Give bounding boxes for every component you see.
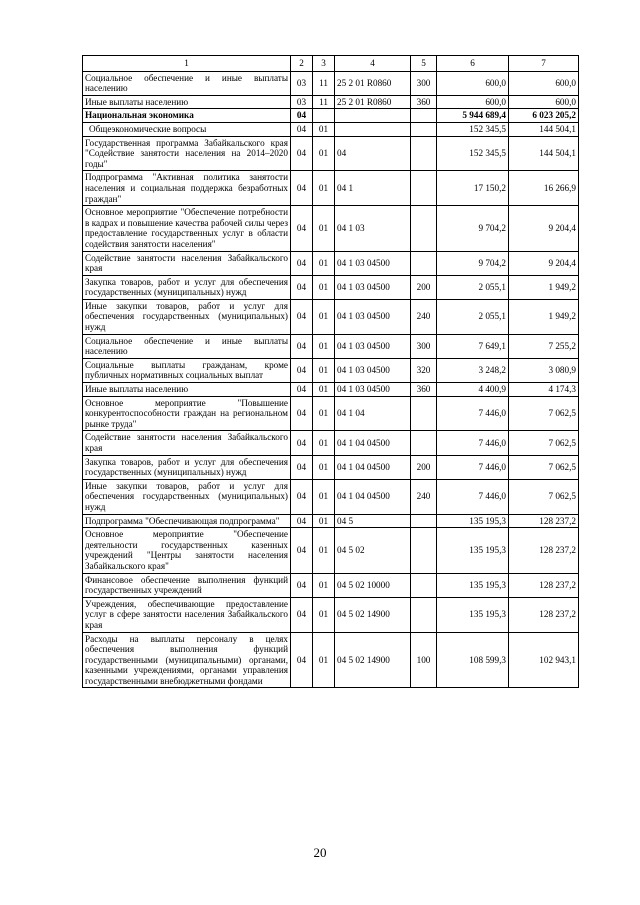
header-col-7: 7 xyxy=(509,56,579,72)
row-amount-year-1: 3 248,2 xyxy=(437,358,509,382)
row-amount-year-1: 7 446,0 xyxy=(437,455,509,479)
row-target-article: 04 1 03 04500 xyxy=(335,275,411,299)
row-section-code: 04 xyxy=(291,358,313,382)
row-amount-year-1: 152 345,5 xyxy=(437,122,509,136)
row-name: Расходы на выплаты персоналу в целях обеспечения выполнения функций государственными (муниципальными) органами, казенными учреждениями, органами управления государственными внебюджетными фондами xyxy=(83,632,291,688)
table-row xyxy=(83,95,579,109)
header-col-4: 4 xyxy=(335,56,411,72)
row-target-article: 04 1 04 xyxy=(335,396,411,431)
row-name: Подпрограмма "Обеспечивающая подпрограмма" xyxy=(83,514,291,528)
row-target-article: 04 1 03 04500 xyxy=(335,299,411,334)
row-section-code: 04 xyxy=(291,514,313,528)
row-name: Социальные выплаты гражданам, кроме публичных нормативных социальных выплат xyxy=(83,358,291,382)
row-subsection-code: 01 xyxy=(313,528,335,573)
row-expense-type xyxy=(411,597,437,632)
row-target-article: 04 1 xyxy=(335,171,411,206)
row-amount-year-2: 3 080,9 xyxy=(509,358,579,382)
table-row xyxy=(83,431,579,455)
table-row xyxy=(83,528,579,573)
row-expense-type: 240 xyxy=(411,479,437,514)
row-amount-year-2: 1 949,2 xyxy=(509,299,579,334)
row-expense-type: 240 xyxy=(411,299,437,334)
table-row xyxy=(83,597,579,632)
row-section-code: 04 xyxy=(291,396,313,431)
row-amount-year-2: 128 237,2 xyxy=(509,597,579,632)
table-row xyxy=(83,136,579,171)
header-col-5: 5 xyxy=(411,56,437,72)
row-subsection-code: 01 xyxy=(313,251,335,275)
row-amount-year-2: 7 062,5 xyxy=(509,479,579,514)
row-expense-type: 300 xyxy=(411,71,437,95)
row-amount-year-1: 135 195,3 xyxy=(437,528,509,573)
page-number: 20 xyxy=(313,845,327,860)
table-row xyxy=(83,514,579,528)
row-expense-type xyxy=(411,122,437,136)
row-amount-year-2: 600,0 xyxy=(509,95,579,109)
row-expense-type xyxy=(411,251,437,275)
row-amount-year-2: 600,0 xyxy=(509,71,579,95)
row-subsection-code: 01 xyxy=(313,299,335,334)
row-target-article: 04 5 02 14900 xyxy=(335,597,411,632)
row-subsection-code: 01 xyxy=(313,632,335,688)
row-target-article: 04 5 02 14900 xyxy=(335,632,411,688)
row-amount-year-1: 7 649,1 xyxy=(437,334,509,358)
row-target-article: 25 2 01 R0860 xyxy=(335,95,411,109)
table-row xyxy=(83,358,579,382)
row-name: Подпрограмма "Активная политика занятости населения и социальная поддержка безработных граждан" xyxy=(83,171,291,206)
row-subsection-code: 01 xyxy=(313,171,335,206)
row-amount-year-2: 7 062,5 xyxy=(509,431,579,455)
row-subsection-code: 01 xyxy=(313,206,335,251)
row-section-code: 04 xyxy=(291,573,313,597)
row-name: Иные выплаты населению xyxy=(83,383,291,397)
row-expense-type: 100 xyxy=(411,632,437,688)
table-row xyxy=(83,632,579,688)
row-name: Социальное обеспечение и иные выплаты населению xyxy=(83,71,291,95)
row-target-article: 25 2 01 R0860 xyxy=(335,71,411,95)
row-target-article: 04 1 03 xyxy=(335,206,411,251)
row-target-article: 04 1 04 04500 xyxy=(335,431,411,455)
row-section-code: 04 xyxy=(291,206,313,251)
row-name: Основное мероприятие "Повышение конкурентоспособности граждан на региональном рынке труда" xyxy=(83,396,291,431)
table-header-row xyxy=(83,56,579,72)
row-amount-year-1: 5 944 689,4 xyxy=(437,109,509,123)
row-amount-year-2: 128 237,2 xyxy=(509,514,579,528)
row-name: Иные закупки товаров, работ и услуг для обеспечения государственных (муниципальных) нужд xyxy=(83,479,291,514)
row-amount-year-2: 6 023 205,2 xyxy=(509,109,579,123)
row-expense-type xyxy=(411,431,437,455)
row-target-article: 04 1 04 04500 xyxy=(335,455,411,479)
header-col-6: 6 xyxy=(437,56,509,72)
row-amount-year-2: 7 255,2 xyxy=(509,334,579,358)
row-amount-year-1: 4 400,9 xyxy=(437,383,509,397)
row-amount-year-1: 152 345,5 xyxy=(437,136,509,171)
table-row xyxy=(83,383,579,397)
row-target-article: 04 1 03 04500 xyxy=(335,251,411,275)
row-name: Закупка товаров, работ и услуг для обеспечения государственных (муниципальных) нужд xyxy=(83,455,291,479)
row-subsection-code: 01 xyxy=(313,358,335,382)
row-amount-year-2: 128 237,2 xyxy=(509,573,579,597)
row-expense-type: 320 xyxy=(411,358,437,382)
row-amount-year-1: 7 446,0 xyxy=(437,431,509,455)
table-row xyxy=(83,109,579,123)
row-expense-type xyxy=(411,528,437,573)
row-subsection-code: 01 xyxy=(313,334,335,358)
row-name: Государственная программа Забайкальского края "Содействие занятости населения на 2014–2020 годы" xyxy=(83,136,291,171)
row-amount-year-1: 135 195,3 xyxy=(437,597,509,632)
row-amount-year-2: 7 062,5 xyxy=(509,455,579,479)
row-subsection-code: 01 xyxy=(313,573,335,597)
row-subsection-code: 01 xyxy=(313,383,335,397)
table-row xyxy=(83,171,579,206)
row-subsection-code: 01 xyxy=(313,479,335,514)
row-section-code: 04 xyxy=(291,275,313,299)
row-expense-type xyxy=(411,514,437,528)
row-section-code: 04 xyxy=(291,431,313,455)
header-col-2: 2 xyxy=(291,56,313,72)
row-subsection-code: 01 xyxy=(313,122,335,136)
row-subsection-code: 11 xyxy=(313,95,335,109)
row-section-code: 04 xyxy=(291,632,313,688)
row-name: Иные закупки товаров, работ и услуг для обеспечения государственных (муниципальных) нужд xyxy=(83,299,291,334)
row-expense-type: 200 xyxy=(411,455,437,479)
table-row xyxy=(83,299,579,334)
table-row xyxy=(83,396,579,431)
row-subsection-code xyxy=(313,109,335,123)
row-amount-year-1: 7 446,0 xyxy=(437,479,509,514)
row-amount-year-1: 2 055,1 xyxy=(437,275,509,299)
row-section-code: 04 xyxy=(291,299,313,334)
row-expense-type: 360 xyxy=(411,95,437,109)
row-amount-year-2: 102 943,1 xyxy=(509,632,579,688)
budget-table xyxy=(82,55,579,688)
row-expense-type xyxy=(411,171,437,206)
row-name: Содействие занятости населения Забайкальского края xyxy=(83,251,291,275)
row-expense-type xyxy=(411,206,437,251)
row-target-article: 04 5 02 10000 xyxy=(335,573,411,597)
row-amount-year-2: 144 504,1 xyxy=(509,122,579,136)
row-section-code: 04 xyxy=(291,455,313,479)
row-name: Учреждения, обеспечивающие предоставление услуг в сфере занятости населения Забайкальского края xyxy=(83,597,291,632)
row-expense-type: 200 xyxy=(411,275,437,299)
row-amount-year-1: 9 704,2 xyxy=(437,206,509,251)
row-target-article: 04 1 03 04500 xyxy=(335,334,411,358)
row-target-article: 04 1 03 04500 xyxy=(335,383,411,397)
row-amount-year-2: 9 204,4 xyxy=(509,206,579,251)
table-row xyxy=(83,251,579,275)
row-section-code: 03 xyxy=(291,71,313,95)
row-expense-type: 360 xyxy=(411,383,437,397)
row-name: Основное мероприятие "Обеспечение деятельности государственных казенных учреждений "Центры занятости населения Забайкальского края" xyxy=(83,528,291,573)
row-section-code: 04 xyxy=(291,122,313,136)
table-row xyxy=(83,122,579,136)
row-amount-year-1: 600,0 xyxy=(437,71,509,95)
row-amount-year-1: 7 446,0 xyxy=(437,396,509,431)
row-target-article: 04 5 02 xyxy=(335,528,411,573)
row-name: Социальное обеспечение и иные выплаты населению xyxy=(83,334,291,358)
row-target-article xyxy=(335,122,411,136)
row-name: Национальная экономика xyxy=(83,109,291,123)
row-subsection-code: 01 xyxy=(313,275,335,299)
row-subsection-code: 01 xyxy=(313,455,335,479)
row-subsection-code: 01 xyxy=(313,136,335,171)
row-expense-type xyxy=(411,109,437,123)
table-row xyxy=(83,455,579,479)
row-section-code: 04 xyxy=(291,136,313,171)
row-section-code: 04 xyxy=(291,334,313,358)
row-section-code: 04 xyxy=(291,479,313,514)
row-amount-year-2: 16 266,9 xyxy=(509,171,579,206)
row-section-code: 03 xyxy=(291,95,313,109)
row-amount-year-2: 4 174,3 xyxy=(509,383,579,397)
row-target-article: 04 xyxy=(335,136,411,171)
row-amount-year-2: 1 949,2 xyxy=(509,275,579,299)
row-expense-type: 300 xyxy=(411,334,437,358)
row-target-article: 04 5 xyxy=(335,514,411,528)
table-row xyxy=(83,275,579,299)
row-section-code: 04 xyxy=(291,597,313,632)
row-name: Закупка товаров, работ и услуг для обеспечения государственных (муниципальных) нужд xyxy=(83,275,291,299)
row-section-code: 04 xyxy=(291,109,313,123)
row-section-code: 04 xyxy=(291,171,313,206)
row-amount-year-2: 9 204,4 xyxy=(509,251,579,275)
header-col-3: 3 xyxy=(313,56,335,72)
row-amount-year-2: 128 237,2 xyxy=(509,528,579,573)
row-target-article: 04 1 03 04500 xyxy=(335,358,411,382)
budget-sheet xyxy=(82,55,578,688)
header-col-1: 1 xyxy=(83,56,291,72)
row-name: Содействие занятости населения Забайкальского края xyxy=(83,431,291,455)
row-amount-year-1: 9 704,2 xyxy=(437,251,509,275)
table-row xyxy=(83,206,579,251)
row-amount-year-1: 600,0 xyxy=(437,95,509,109)
row-subsection-code: 01 xyxy=(313,396,335,431)
row-subsection-code: 01 xyxy=(313,431,335,455)
table-row xyxy=(83,71,579,95)
row-subsection-code: 11 xyxy=(313,71,335,95)
table-row xyxy=(83,334,579,358)
row-amount-year-1: 17 150,2 xyxy=(437,171,509,206)
row-subsection-code: 01 xyxy=(313,514,335,528)
row-expense-type xyxy=(411,396,437,431)
row-target-article xyxy=(335,109,411,123)
row-name: Основное мероприятие "Обеспечение потребности в кадрах и повышение качества рабочей силы через предоставление государственных услуг в области содействия занятости населения" xyxy=(83,206,291,251)
row-amount-year-1: 2 055,1 xyxy=(437,299,509,334)
row-amount-year-1: 135 195,3 xyxy=(437,514,509,528)
table-row xyxy=(83,573,579,597)
row-name: Иные выплаты населению xyxy=(83,95,291,109)
row-name: Общеэкономические вопросы xyxy=(83,122,291,136)
row-expense-type xyxy=(411,573,437,597)
row-name: Финансовое обеспечение выполнения функций государственных учреждений xyxy=(83,573,291,597)
row-section-code: 04 xyxy=(291,528,313,573)
row-amount-year-2: 7 062,5 xyxy=(509,396,579,431)
row-amount-year-1: 135 195,3 xyxy=(437,573,509,597)
row-target-article: 04 1 04 04500 xyxy=(335,479,411,514)
row-amount-year-1: 108 599,3 xyxy=(437,632,509,688)
row-subsection-code: 01 xyxy=(313,597,335,632)
row-section-code: 04 xyxy=(291,251,313,275)
row-expense-type xyxy=(411,136,437,171)
row-amount-year-2: 144 504,1 xyxy=(509,136,579,171)
table-row xyxy=(83,479,579,514)
row-section-code: 04 xyxy=(291,383,313,397)
